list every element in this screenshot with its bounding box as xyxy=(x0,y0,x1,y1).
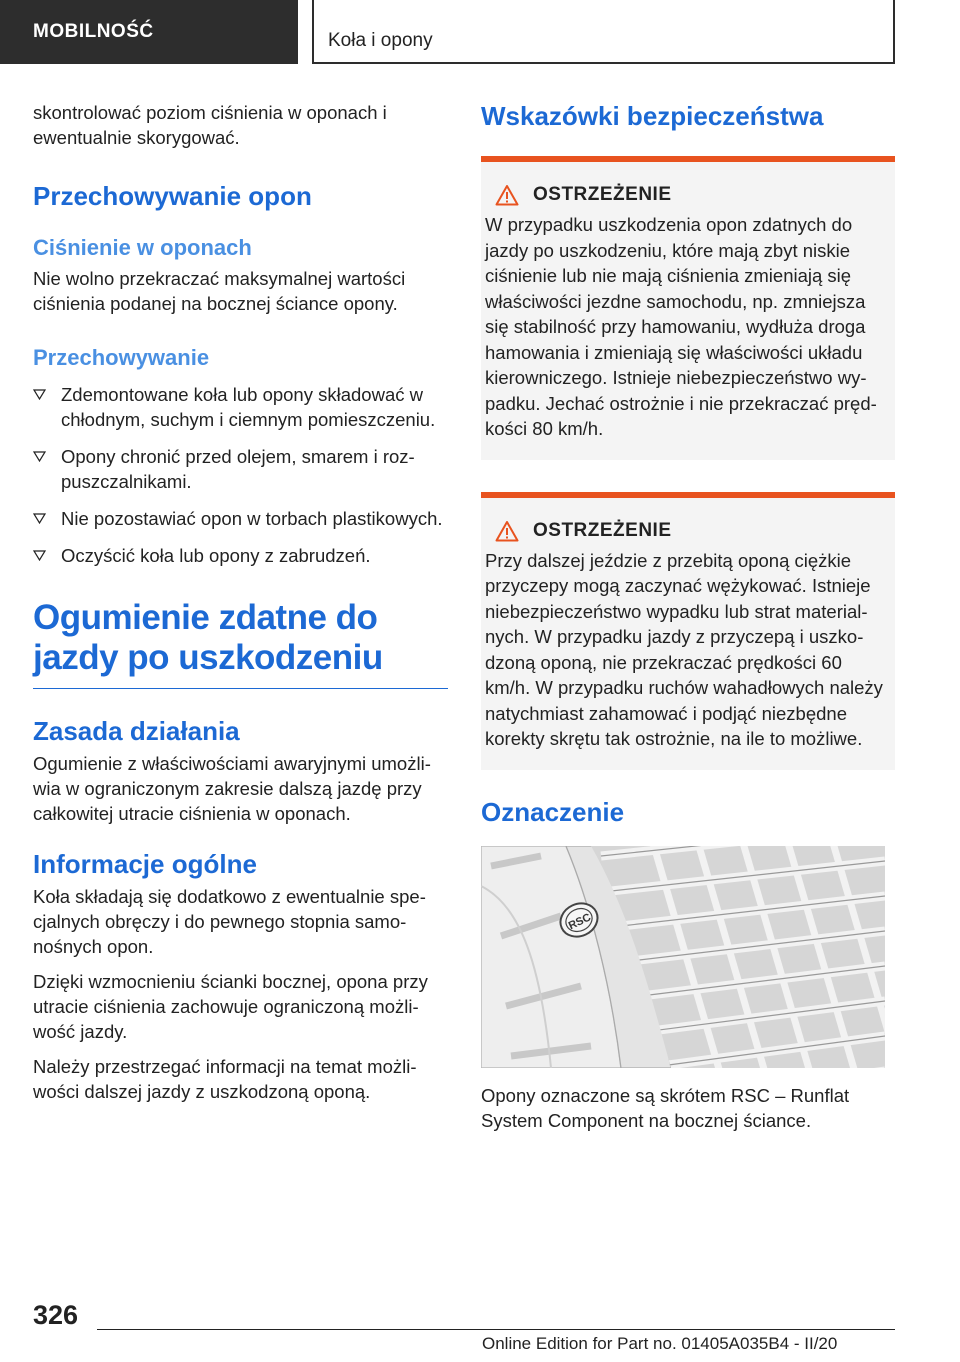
list-item-text: Zdemontowane koła lub opony składować w chłodnym, suchym i ciemnym pomieszczeniu. xyxy=(61,384,436,430)
list-item-text: Nie pozostawiać opon w torbach plastikowych. xyxy=(61,508,443,529)
warning-label: OSTRZEŻENIE xyxy=(533,519,672,541)
warning-text: W przypadku uszkodzenia opon zdatnych do jazdy po uszkodzeniu, które mają zbyt niskie ciśnienie lub nie mają ciśnienia zmieniają się właściwości jezdne samochodu, np. zmniejsza się stabilność przy hamowaniu, wydłuża droga hamowania i zmieniają się właściwości układu kierowniczego. Istnieje niebezpieczeństwo wypadku. Jechać ostrożnie i nie przekraczać prędkości 80 km/h. xyxy=(485,214,877,439)
general-text-3: Należy przestrzegać informacji na temat możliwości dalszej jazdy z uszkodzoną oponą. xyxy=(33,1056,417,1102)
general-heading: Informacje ogólne xyxy=(33,849,257,879)
left-column xyxy=(33,100,448,1114)
list-item xyxy=(33,506,448,531)
principle-text: Ogumienie z właściwościami awaryjnymi umożliwia w ograniczonym zakresie dalszą jazdę przy całkowitej utracie ciśnienia w oponach. xyxy=(33,753,431,824)
warning-box xyxy=(481,492,895,770)
warning-triangle-icon xyxy=(495,520,519,542)
heading-divider xyxy=(33,688,448,689)
list-item xyxy=(33,444,448,494)
warning-header xyxy=(495,520,885,542)
storage-subheading: Przechowywanie xyxy=(33,345,210,370)
section-tab: MOBILNOŚĆ xyxy=(0,0,298,64)
bullet-triangle-icon xyxy=(33,550,46,561)
footer-divider xyxy=(97,1329,895,1330)
pressure-text: Nie wolno przekraczać maksymalnej wartości ciśnienia podanej na bocznej ściance opony. xyxy=(33,268,406,314)
principle-heading: Zasada działania xyxy=(33,716,240,746)
runflat-heading: Ogumienie zdatne do jazdy po uszkodzeniu xyxy=(33,598,383,677)
marking-heading: Oznaczenie xyxy=(481,796,625,827)
rsc-stamp-text: RSC xyxy=(566,910,593,932)
list-item-text: Oczyścić koła lub opony z zabrudzeń. xyxy=(61,545,371,566)
intro-text: skontrolować poziom ciśnienia w oponach i ewentualnie skorygować. xyxy=(33,102,387,148)
storage-heading: Przechowywanie opon xyxy=(33,181,312,211)
chapter-title: Koła i opony xyxy=(312,0,895,64)
tire-rsc-illustration xyxy=(481,846,885,1068)
warning-text: Przy dalszej jeździe z przebitą oponą ciężkie przyczepy mogą zaczynać wężykować. Istnieje niebezpieczeństwo wypadku lub strat materialnych. W przypadku jazdy z przyczepą i uszkodzoną oponą, nie przekraczać prędkości 60 km/h. W przypadku ruchów wahadłowych należy natychmiast zahamować i podjąć niezbędne korekty skrętu tak ostrożnie, na ile to możliwe. xyxy=(485,549,883,749)
safety-heading: Wskazówki bezpieczeństwa xyxy=(481,101,824,131)
general-text-1: Koła składają się dodatkowo z ewentualnie specjalnych obręczy i do pewnego stopnia samonośnych opon. xyxy=(33,886,426,957)
pressure-heading: Ciśnienie w oponach xyxy=(33,235,252,260)
warning-triangle-icon xyxy=(495,184,519,206)
page-number: 326 xyxy=(33,1300,79,1330)
warning-box xyxy=(481,156,895,460)
list-item xyxy=(33,382,448,432)
warning-header xyxy=(495,184,885,206)
storage-list xyxy=(33,382,448,568)
bullet-triangle-icon xyxy=(33,389,46,400)
general-text-2: Dzięki wzmocnieniu ścianki bocznej, opona przy utracie ciśnienia zachowuje ograniczoną możliwość jazdy. xyxy=(33,971,428,1042)
right-column xyxy=(481,100,895,1143)
bullet-triangle-icon xyxy=(33,513,46,524)
marking-text: Opony oznaczone są skrótem RSC – Runflat System Component na bocznej ściance. xyxy=(481,1084,850,1131)
warning-label: OSTRZEŻENIE xyxy=(533,184,672,205)
footer-edition: Online Edition for Part no. 01405A035B4 - II/20 xyxy=(482,1334,838,1353)
list-item xyxy=(33,543,448,568)
bullet-triangle-icon xyxy=(33,451,46,462)
list-item-text: Opony chronić przed olejem, smarem i rozpuszczalnikami. xyxy=(61,446,415,492)
